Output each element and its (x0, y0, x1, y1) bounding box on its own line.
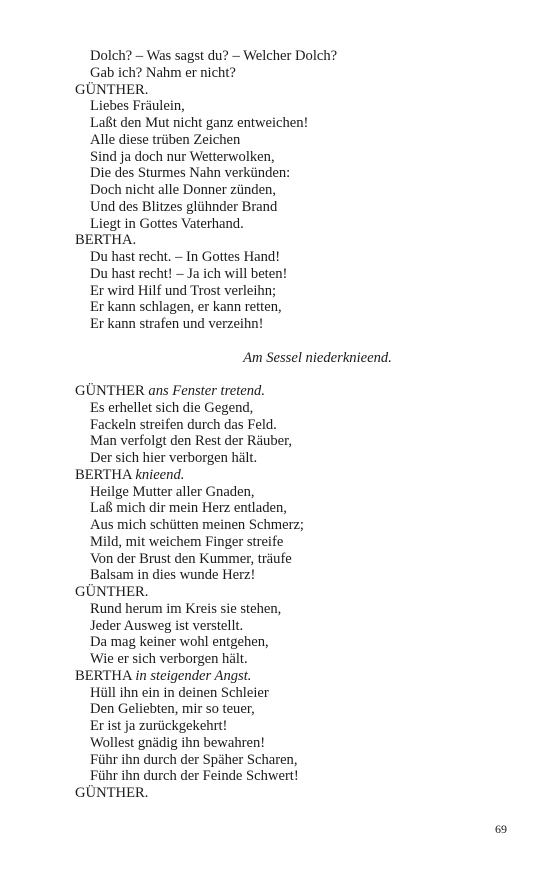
speaker-line (75, 785, 495, 802)
verse-line: Die des Sturmes Nahn verkünden: (90, 165, 291, 182)
verse-line: Führ ihn durch der Feinde Schwert! (90, 768, 299, 785)
verse-line: Heilge Mutter aller Gnaden, (90, 483, 255, 500)
verse-line: Aus mich schütten meinen Schmerz; (90, 517, 304, 533)
verse-line: Den Geliebten, mir so teuer, (90, 701, 255, 718)
speaker-line (75, 82, 495, 99)
verse-line: Man verfolgt den Rest der Räuber, (90, 433, 293, 450)
speaker-name: GÜNTHER (75, 383, 145, 399)
verse-line: Laßt den Mut nicht ganz entweichen! (90, 115, 309, 131)
speaker-line (75, 383, 495, 400)
verse-line: Dolch? – Was sagst du? – Welcher Dolch? (90, 48, 338, 64)
verse-line: Er ist ja zurückgekehrt! (90, 718, 228, 734)
speaker-line (75, 668, 495, 685)
verse-line: Du hast recht! – Ja ich will beten! (90, 265, 288, 282)
verse-line: Da mag keiner wohl entgehen, (90, 634, 269, 651)
verse-line: Du hast recht. – In Gottes Hand! (90, 249, 281, 265)
verse-line: Mild, mit weichem Finger streife (90, 533, 284, 550)
page-text-block (75, 48, 495, 802)
verse-line: Führ ihn durch der Späher Scharen, (90, 751, 298, 768)
verse-line: Er kann schlagen, er kann retten, (90, 299, 282, 316)
verse-line: Fackeln streifen durch das Feld. (90, 416, 277, 433)
verse-line: Gab ich? Nahm er nicht? (90, 64, 236, 81)
speaker-direction: knieend. (135, 466, 185, 483)
speaker-line (75, 467, 495, 484)
speaker-line (75, 584, 495, 601)
speaker-name: BERTHA. (75, 232, 137, 249)
blank-line (75, 366, 495, 383)
verse-line: Hüll ihn ein in deinen Schleier (90, 684, 269, 701)
verse-line: Liebes Fräulein, (90, 98, 185, 115)
verse-line: Jeder Ausweg ist verstellt. (90, 617, 244, 634)
verse-line: Von der Brust den Kummer, träufe (90, 550, 292, 567)
page-number: 69 (495, 822, 507, 836)
verse-line: Sind ja doch nur Wetterwolken, (90, 148, 275, 165)
verse-line: Wie er sich verborgen hält. (90, 651, 248, 667)
speaker-name: GÜNTHER. (75, 785, 149, 801)
verse-line: Wollest gnädig ihn bewahren! (90, 734, 266, 751)
verse-line: Alle diese trüben Zeichen (90, 131, 241, 148)
verse-line: Er kann strafen und verzeihn! (90, 316, 264, 332)
verse-line: Balsam in dies wunde Herz! (90, 567, 256, 584)
verse-line: Doch nicht alle Donner zünden, (90, 182, 277, 198)
verse-line: Und des Blitzes glühnder Brand (90, 198, 278, 215)
speaker-line (75, 232, 495, 249)
stage-direction: Am Sessel niederknieend. (243, 349, 392, 366)
verse-line: Der sich hier verborgen hält. (90, 450, 258, 466)
verse-line: Rund herum im Kreis sie stehen, (90, 600, 282, 617)
speaker-direction: ans Fenster tretend. (148, 383, 265, 399)
speaker-direction: in steigender Angst. (135, 667, 252, 684)
verse-line: Laß mich dir mein Herz entladen, (90, 500, 287, 517)
speaker-name: GÜNTHER. (75, 81, 149, 98)
speaker-name: BERTHA (75, 466, 132, 483)
verse-line: Er wird Hilf und Trost verleihn; (90, 282, 277, 299)
speaker-name: BERTHA (75, 667, 132, 684)
verse-line: Liegt in Gottes Vaterhand. (90, 215, 244, 232)
speaker-name: GÜNTHER. (75, 584, 149, 600)
blank-line (75, 333, 495, 350)
verse-line: Es erhellet sich die Gegend, (90, 399, 254, 416)
